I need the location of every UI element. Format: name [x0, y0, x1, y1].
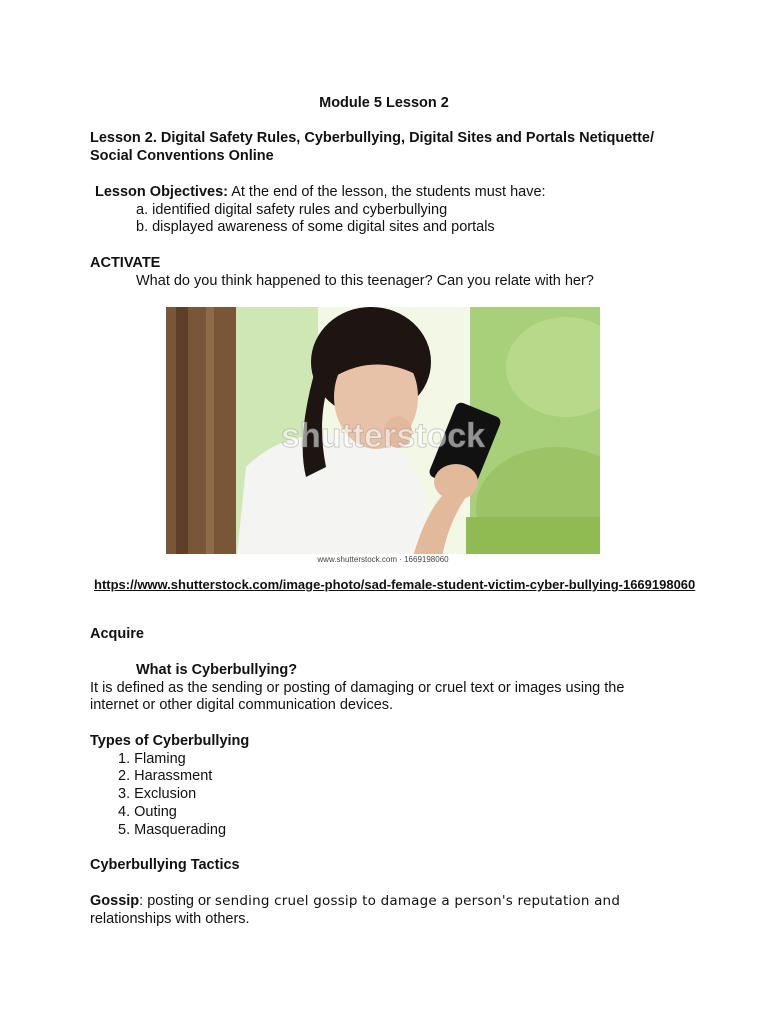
objective-item: b. displayed awareness of some digital sites and portals: [136, 219, 495, 235]
lesson-title-line1: Lesson 2. Digital Safety Rules, Cyberbullying, Digital Sites and Portals Netiquette/: [90, 130, 655, 146]
type-item: 4. Outing: [118, 804, 177, 820]
gossip-term: Gossip: [90, 893, 140, 909]
objectives-label: Lesson Objectives:: [95, 184, 228, 200]
photo-illustration: [166, 307, 600, 564]
tactics-heading: Cyberbullying Tactics: [90, 857, 240, 873]
type-item: 5. Masquerading: [118, 822, 227, 838]
objective-item: a. identified digital safety rules and cyberbullying: [136, 202, 448, 218]
type-item: 1. Flaming: [118, 751, 186, 767]
module-heading: Module 5 Lesson 2: [319, 95, 449, 111]
objectives-intro: At the end of the lesson, the students must have:: [227, 184, 546, 200]
gossip-def-a: : posting or: [139, 893, 215, 909]
image-source-link[interactable]: https://www.shutterstock.com/image-photo/sad-female-student-victim-cyber-bullying-1669198060: [94, 577, 696, 592]
gossip-def-b: sending cruel gossip to damage a person's reputation and: [214, 893, 621, 909]
watermark: shutterstock: [280, 417, 486, 455]
activate-heading: ACTIVATE: [90, 255, 161, 271]
lesson-title-line2: Social Conventions Online: [90, 148, 274, 164]
objectives-line: [95, 183, 546, 201]
cyberbullying-subheading: What is Cyberbullying?: [136, 662, 298, 678]
definition-line2: internet or other digital communication devices.: [90, 697, 394, 713]
acquire-heading: Acquire: [90, 626, 144, 642]
types-heading: Types of Cyberbullying: [90, 733, 250, 749]
gossip-line1: [90, 892, 620, 910]
type-item: 3. Exclusion: [118, 786, 197, 802]
teenager-photo: [166, 307, 600, 564]
photo-caption: www.shutterstock.com · 1669198060: [317, 555, 449, 564]
definition-line1: It is defined as the sending or posting of damaging or cruel text or images using the: [90, 680, 625, 696]
activate-question: What do you think happened to this teenager? Can you relate with her?: [136, 273, 594, 289]
type-item: 2. Harassment: [118, 768, 213, 784]
gossip-line2: relationships with others.: [90, 911, 250, 927]
